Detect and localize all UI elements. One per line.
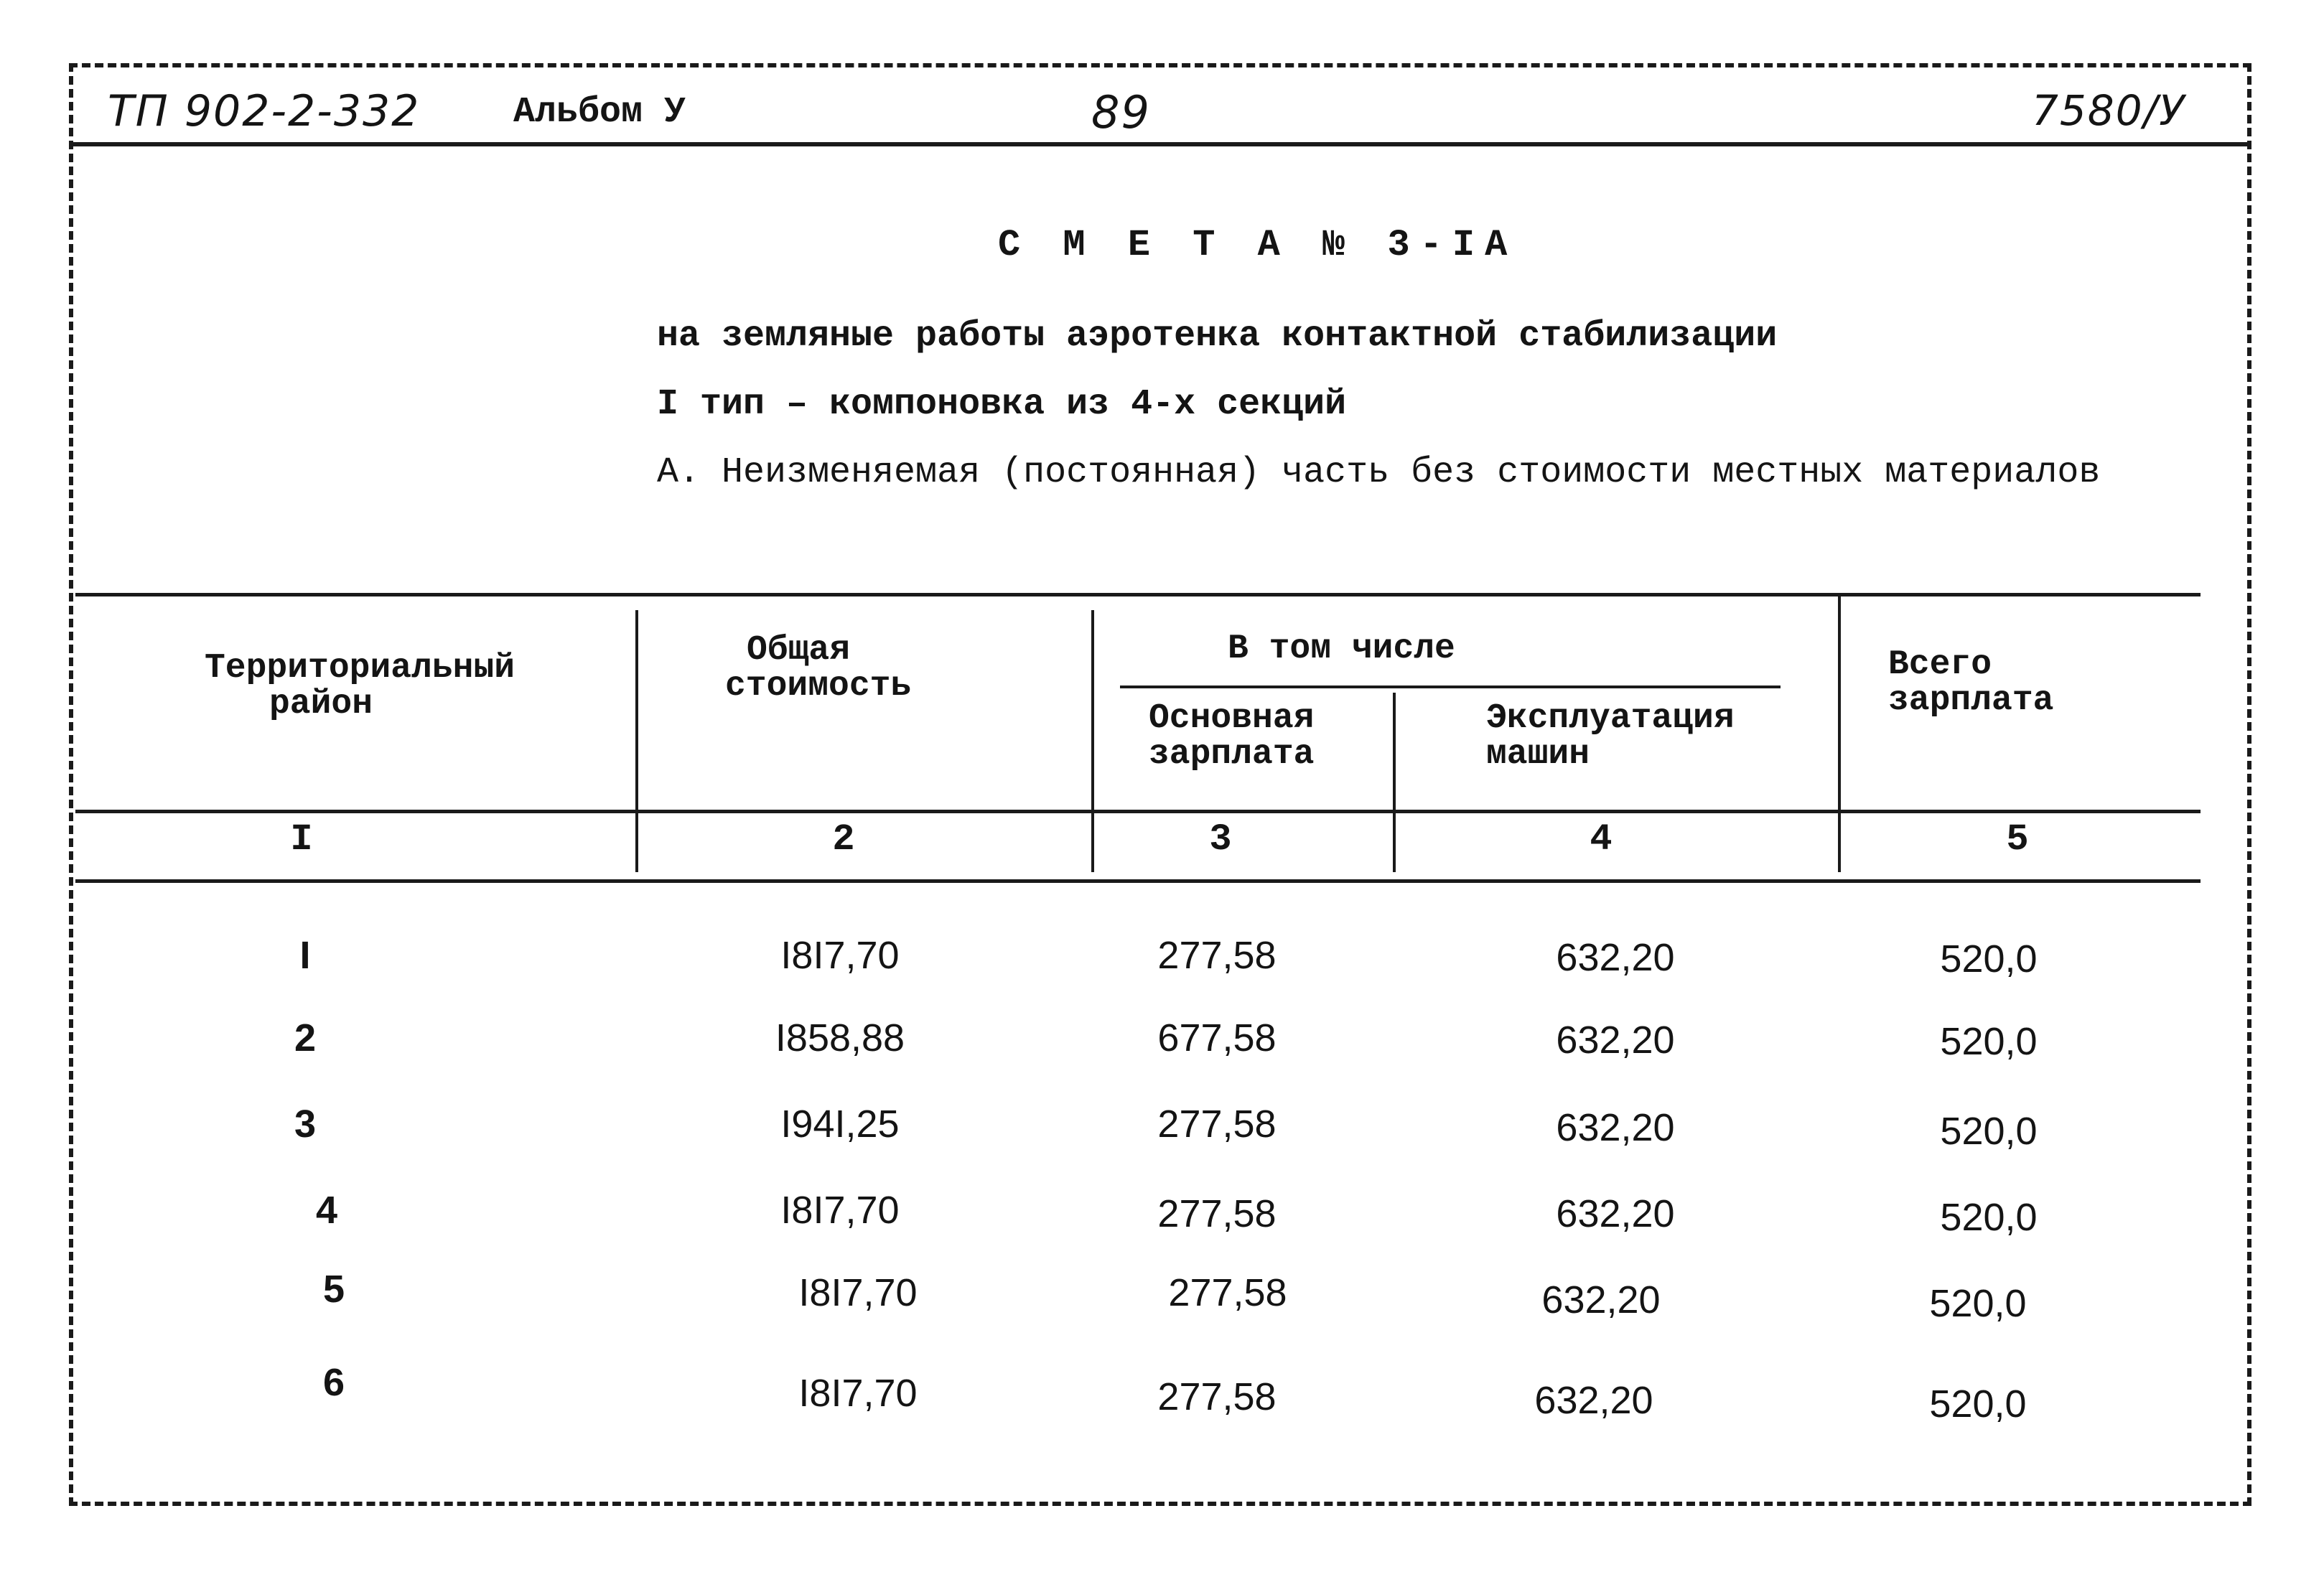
row-machines: 632,20 xyxy=(1556,936,1675,979)
row-all-salary: 520,0 xyxy=(1940,1110,2038,1153)
header-region-line2: район xyxy=(269,685,373,724)
row-machines: 632,20 xyxy=(1534,1379,1653,1422)
header-total-line1: Общая xyxy=(747,631,851,670)
table-top-rule xyxy=(75,593,2201,596)
sheet-reference: 7580/У xyxy=(2032,86,2186,135)
album-label: Альбом У xyxy=(513,92,686,133)
row-salary: 277,58 xyxy=(1157,1375,1277,1418)
row-machines: 632,20 xyxy=(1541,1278,1661,1321)
column-divider-2 xyxy=(1091,610,1094,872)
header-all-salary-line2: зарплата xyxy=(1888,681,2054,720)
header-total-line2: стоимость xyxy=(725,667,912,706)
row-total: I8I7,70 xyxy=(798,1372,918,1415)
column-divider-3 xyxy=(1393,693,1396,872)
row-region: 5 xyxy=(322,1268,345,1311)
header-machines-line1: Эксплуатация xyxy=(1486,699,1735,738)
column-number-5: 5 xyxy=(2006,818,2029,861)
row-total: I8I7,70 xyxy=(798,1271,918,1314)
row-all-salary: 520,0 xyxy=(1929,1382,2027,1426)
column-divider-4 xyxy=(1838,596,1841,872)
row-region: 2 xyxy=(294,1016,317,1059)
row-total: I858,88 xyxy=(775,1016,905,1059)
document-subtitle-line3: А. Неизменяемая (постоянная) часть без стоимости местных материалов xyxy=(657,452,2101,493)
page-number: 89 xyxy=(1091,86,1151,139)
row-all-salary: 520,0 xyxy=(1940,937,2038,981)
row-all-salary: 520,0 xyxy=(1940,1020,2038,1063)
header-salary-line2: зарплата xyxy=(1149,735,1315,774)
column-number-2: 2 xyxy=(832,818,855,861)
header-group: В том числе xyxy=(1228,630,1455,668)
row-salary: 277,58 xyxy=(1168,1271,1287,1314)
column-divider-1 xyxy=(635,610,638,872)
project-code: ТП 902-2-332 xyxy=(108,86,421,136)
row-all-salary: 520,0 xyxy=(1940,1196,2038,1239)
header-rule xyxy=(69,142,2251,146)
document-subtitle-line1: на земляные работы аэротенка контактной стабилизации xyxy=(657,316,1778,357)
row-machines: 632,20 xyxy=(1556,1106,1675,1149)
row-salary: 277,58 xyxy=(1157,934,1277,977)
row-region: 6 xyxy=(322,1361,345,1404)
row-salary: 677,58 xyxy=(1157,1016,1277,1059)
row-region: I xyxy=(299,934,311,977)
header-machines-line2: машин xyxy=(1486,735,1590,774)
row-total: I8I7,70 xyxy=(780,934,900,977)
header-salary-line1: Основная xyxy=(1149,699,1315,738)
column-number-3: 3 xyxy=(1209,818,1232,861)
column-number-1: I xyxy=(290,818,313,861)
column-number-rule xyxy=(75,879,2201,883)
row-all-salary: 520,0 xyxy=(1929,1282,2027,1325)
row-machines: 632,20 xyxy=(1556,1192,1675,1235)
header-bottom-rule xyxy=(75,810,2201,813)
row-region: 3 xyxy=(294,1103,317,1146)
header-region-line1: Территориальный xyxy=(205,649,515,688)
document-title: С М Е Т А № 3-IA xyxy=(998,224,1518,266)
row-total: I94I,25 xyxy=(780,1103,900,1146)
document-subtitle-line2: I тип – компоновка из 4-х секций xyxy=(657,384,1347,425)
row-salary: 277,58 xyxy=(1157,1103,1277,1146)
row-region: 4 xyxy=(315,1189,338,1232)
column-number-4: 4 xyxy=(1590,818,1613,861)
row-total: I8I7,70 xyxy=(780,1189,900,1232)
group-rule xyxy=(1120,685,1781,688)
header-all-salary-line1: Всего xyxy=(1888,645,1992,684)
row-machines: 632,20 xyxy=(1556,1019,1675,1062)
row-salary: 277,58 xyxy=(1157,1192,1277,1235)
